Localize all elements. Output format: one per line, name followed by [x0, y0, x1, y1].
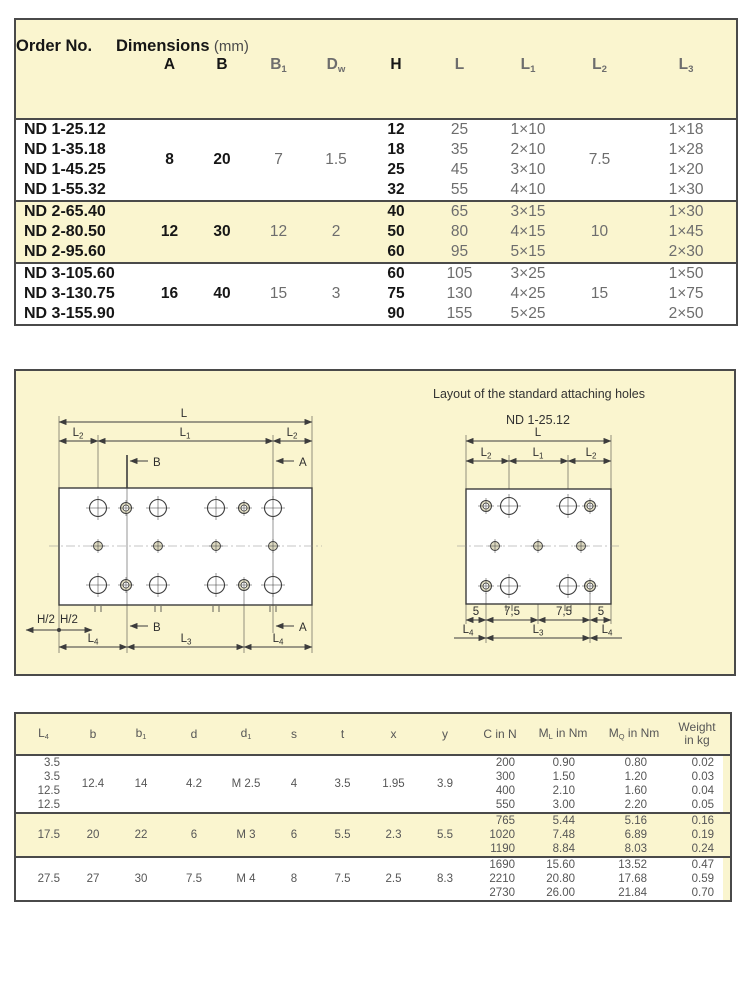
cell-l4: 12.5	[37, 799, 60, 811]
header-row	[15, 713, 731, 755]
cell-b1: 14	[115, 755, 167, 813]
cell-h: 60	[387, 243, 405, 260]
order-no-cell: ND 3-105.60	[15, 263, 146, 284]
nd2-group	[15, 201, 737, 263]
cell-b: 20	[71, 813, 115, 857]
col-l4: $L_4$	[38, 726, 49, 742]
cell-l3: 1×20	[668, 161, 704, 178]
cell-l: 80	[450, 223, 469, 240]
col-b1: $B_1$	[270, 56, 287, 75]
col-b: B	[216, 56, 228, 73]
cell-l: 155	[446, 305, 473, 322]
cell-weight: 0.03	[691, 771, 714, 783]
cell-x: 1.95	[368, 755, 419, 813]
dim-label-7-5: 7,5	[556, 606, 572, 618]
col-ml: $M_L$ in Nm	[538, 726, 588, 742]
cell-mq: 5.16	[597, 813, 671, 828]
detail-dimensions-table	[14, 712, 732, 902]
header-title-row	[15, 19, 737, 56]
cell-d: 4.2	[167, 755, 221, 813]
model-label: ND 1-25.12	[506, 413, 570, 427]
col-h: H	[390, 56, 402, 73]
cell-l1: 4×25	[510, 285, 546, 302]
section-label-B: B	[153, 457, 161, 469]
col-a: A	[163, 56, 176, 73]
col-s: s	[291, 726, 297, 741]
cell-mq: 21.84	[618, 887, 647, 899]
col-d: d	[190, 726, 198, 741]
cell-l1: 5×25	[510, 305, 546, 322]
panel-title: Layout of the standard attaching holes	[433, 387, 645, 401]
cell-mq: 6.89	[624, 829, 647, 841]
cell-l: 65	[426, 201, 493, 222]
cell-c: 300	[495, 771, 515, 783]
size1-group	[15, 755, 731, 813]
order-no-cell: ND 1-35.18	[24, 141, 106, 158]
size3-group	[15, 857, 731, 901]
cell-h: 90	[387, 305, 405, 322]
dim-label-L2: $L_2$	[72, 427, 84, 441]
dim-label-L1: $L_1$	[179, 427, 191, 441]
dim-label-5: 5	[472, 606, 480, 618]
order-no-cell: ND 2-65.40	[15, 201, 146, 222]
cell-l3: 2×50	[668, 305, 704, 322]
section-label-A: A	[299, 457, 307, 469]
nd3-group	[15, 263, 737, 325]
col-l1: $L_1$	[520, 56, 536, 75]
cell-d1: M 4	[221, 857, 271, 901]
dim-label-L3: $L_3$	[180, 633, 192, 647]
cell-h: 50	[387, 223, 405, 240]
cell-mq: 17.68	[618, 873, 647, 885]
cell-dw: 1.5	[306, 119, 366, 201]
dim-label-L2: $L_2$	[480, 447, 492, 461]
dim-label-L3: $L_3$	[532, 624, 544, 638]
cell-t: 7.5	[317, 857, 368, 901]
cell-l3: 1×30	[636, 201, 737, 222]
cell-ml: 3.00	[552, 799, 575, 811]
nd1-group	[15, 119, 737, 201]
spacer	[723, 755, 731, 813]
cell-x: 2.5	[368, 857, 419, 901]
cell-y: 5.5	[419, 813, 471, 857]
dim-label-H2: H/2	[60, 614, 78, 626]
dim-label-L2: $L_2$	[585, 447, 597, 461]
cell-x: 2.3	[368, 813, 419, 857]
cell-l1: 4×10	[510, 181, 546, 198]
cell-c: 2730	[489, 887, 515, 899]
header-columns-row	[15, 56, 737, 119]
dimensions-label: Dimensions	[116, 37, 210, 55]
cell-weight: 0.24	[691, 843, 714, 855]
cell-c: 2210	[489, 873, 515, 885]
cell-h: 75	[387, 285, 405, 302]
cell-l3: 2×30	[668, 243, 704, 260]
top-table-header	[15, 19, 737, 119]
cell-l4: 3.5	[15, 755, 71, 770]
col-l2: $L_2$	[592, 56, 607, 75]
order-no-cell: ND 1-25.12	[15, 119, 146, 140]
table-row	[15, 201, 737, 222]
cell-l2: 15	[563, 263, 636, 325]
cell-l2: 10	[563, 201, 636, 263]
cell-ml: 2.10	[552, 785, 575, 797]
cell-c: 200	[471, 755, 529, 770]
dim-label-L4: $L_4$	[272, 633, 284, 647]
cell-c: 1190	[490, 843, 515, 855]
cell-b: 27	[71, 857, 115, 901]
cell-l3: 1×75	[668, 285, 704, 302]
section-label-B: B	[153, 622, 161, 634]
cell-b: 20	[193, 119, 251, 201]
cell-c: 1690	[471, 857, 529, 872]
cell-mq: 0.80	[597, 755, 671, 770]
cell-c: 550	[495, 799, 515, 811]
dim-label-L4: $L_4$	[462, 624, 474, 638]
cell-l3: 1×30	[668, 181, 704, 198]
cell-l1: 4×15	[510, 223, 546, 240]
cell-b: 30	[193, 201, 251, 263]
table-row	[15, 813, 731, 828]
cell-ml: 0.90	[529, 755, 597, 770]
order-no-cell: ND 2-95.60	[24, 243, 106, 260]
cell-mq: 1.20	[624, 771, 647, 783]
dim-label-H2: H/2	[37, 614, 55, 626]
col-c: C in N	[483, 726, 517, 741]
dim-label-L1: $L_1$	[532, 447, 544, 461]
dimensions-heading	[116, 19, 737, 56]
spacer	[723, 713, 731, 755]
attaching-holes-panel	[14, 369, 736, 676]
col-l3: $L_3$	[678, 56, 694, 75]
cell-dw: 2	[306, 201, 366, 263]
cell-weight: 0.19	[691, 829, 714, 841]
cell-b1: 30	[115, 857, 167, 901]
cell-b1: 22	[115, 813, 167, 857]
cell-ml: 1.50	[552, 771, 575, 783]
cell-ml: 15.60	[529, 857, 597, 872]
cell-b: 12.4	[71, 755, 115, 813]
col-mq: $M_Q$ in Nm	[608, 726, 660, 742]
order-no-cell: ND 2-80.50	[24, 223, 106, 240]
bottom-table-header	[15, 713, 731, 755]
cell-c: 400	[495, 785, 515, 797]
table-row	[15, 755, 731, 770]
cell-l: 45	[450, 161, 469, 178]
cell-b1: 15	[251, 263, 306, 325]
cell-weight: 0.04	[691, 785, 714, 797]
cell-mq: 13.52	[597, 857, 671, 872]
cell-a: 8	[146, 119, 193, 201]
size2-group	[15, 813, 731, 857]
col-t: t	[340, 726, 345, 741]
cell-h: 60	[366, 263, 426, 284]
cell-l: 55	[450, 181, 469, 198]
table-row	[15, 119, 737, 140]
order-no-cell: ND 1-45.25	[24, 161, 106, 178]
dim-label-L: L	[180, 408, 188, 420]
spacer	[723, 813, 731, 857]
cell-l4: 12.5	[37, 785, 60, 797]
col-b1: $b_1$	[135, 726, 147, 742]
cell-weight: 0.47	[671, 857, 723, 872]
cell-d: 6	[167, 813, 221, 857]
cell-l1: 5×15	[510, 243, 546, 260]
section-label-A: A	[299, 622, 307, 634]
cell-a: 12	[146, 201, 193, 263]
cell-s: 6	[271, 813, 317, 857]
cell-d: 7.5	[167, 857, 221, 901]
spacer	[723, 857, 731, 901]
cell-l: 105	[426, 263, 493, 284]
cell-l1: 3×25	[493, 263, 563, 284]
cell-mq: 2.20	[624, 799, 647, 811]
cell-mq: 1.60	[624, 785, 647, 797]
cell-weight: 0.05	[691, 799, 714, 811]
table-row	[15, 263, 737, 284]
cell-weight: 0.59	[691, 873, 714, 885]
cell-h: 25	[387, 161, 405, 178]
dim-label-L: L	[534, 427, 542, 439]
cell-l4: 17.5	[15, 813, 71, 857]
cell-b: 40	[193, 263, 251, 325]
cell-l1: 2×10	[510, 141, 546, 158]
order-dimensions-table	[14, 18, 738, 326]
left-plate-drawing	[26, 408, 322, 653]
cell-ml: 8.84	[552, 843, 575, 855]
col-d1: $d_1$	[240, 726, 252, 742]
cell-l4: 27.5	[15, 857, 71, 901]
cell-a: 16	[146, 263, 193, 325]
cell-l: 95	[450, 243, 469, 260]
cell-y: 8.3	[419, 857, 471, 901]
cell-h: 18	[387, 141, 405, 158]
cell-l1: 3×15	[493, 201, 563, 222]
cell-mq: 8.03	[624, 843, 647, 855]
col-b: b	[89, 726, 97, 741]
dim-label-7-5: 7,5	[504, 606, 520, 618]
dim-label-5: 5	[597, 606, 605, 618]
cell-l3: 1×50	[636, 263, 737, 284]
cell-h: 40	[366, 201, 426, 222]
cell-l: 130	[446, 285, 473, 302]
cell-l2: 7.5	[563, 119, 636, 201]
cell-l: 25	[426, 119, 493, 140]
cell-l1: 1×10	[493, 119, 563, 140]
col-x: x	[390, 726, 397, 741]
cell-s: 4	[271, 755, 317, 813]
col-y: y	[442, 726, 448, 741]
cell-b1: 12	[251, 201, 306, 263]
right-plate-drawing	[433, 387, 645, 643]
cell-h: 32	[387, 181, 405, 198]
order-no-cell: ND 3-130.75	[24, 285, 115, 302]
cell-weight: 0.02	[671, 755, 723, 770]
cell-weight: 0.70	[691, 887, 714, 899]
table-row	[15, 857, 731, 872]
cell-dw: 3	[306, 263, 366, 325]
cell-d1: M 3	[221, 813, 271, 857]
cell-ml: 20.80	[546, 873, 575, 885]
cell-c: 1020	[489, 829, 515, 841]
cell-l1: 3×10	[510, 161, 546, 178]
col-dw: $D_w$	[326, 56, 346, 75]
cell-d1: M 2.5	[221, 755, 271, 813]
cell-l: 35	[450, 141, 469, 158]
col-weight: Weight in kg	[678, 720, 716, 747]
cell-s: 8	[271, 857, 317, 901]
cell-t: 3.5	[317, 755, 368, 813]
cell-weight: 0.16	[671, 813, 723, 828]
order-no-heading: Order No.	[16, 37, 93, 55]
dimensions-unit: (mm)	[213, 38, 249, 55]
cell-y: 3.9	[419, 755, 471, 813]
cell-ml: 7.48	[552, 829, 575, 841]
cell-l3: 1×45	[668, 223, 704, 240]
dim-label-L4: $L_4$	[87, 633, 99, 647]
dim-label-L2: $L_2$	[286, 427, 298, 441]
empty-heading	[15, 56, 146, 119]
cell-l4: 3.5	[44, 771, 60, 783]
order-no-cell: ND 1-55.32	[24, 181, 106, 198]
order-no-cell: ND 3-155.90	[24, 305, 115, 322]
cell-t: 5.5	[317, 813, 368, 857]
cell-c: 765	[471, 813, 529, 828]
cell-ml: 5.44	[529, 813, 597, 828]
col-l: L	[454, 56, 465, 73]
cell-l3: 1×18	[636, 119, 737, 140]
cell-b1: 7	[251, 119, 306, 201]
technical-drawings	[16, 371, 734, 674]
dim-label-L4: $L_4$	[601, 624, 613, 638]
cell-l3: 1×28	[668, 141, 704, 158]
cell-h: 12	[366, 119, 426, 140]
cell-ml: 26.00	[546, 887, 575, 899]
